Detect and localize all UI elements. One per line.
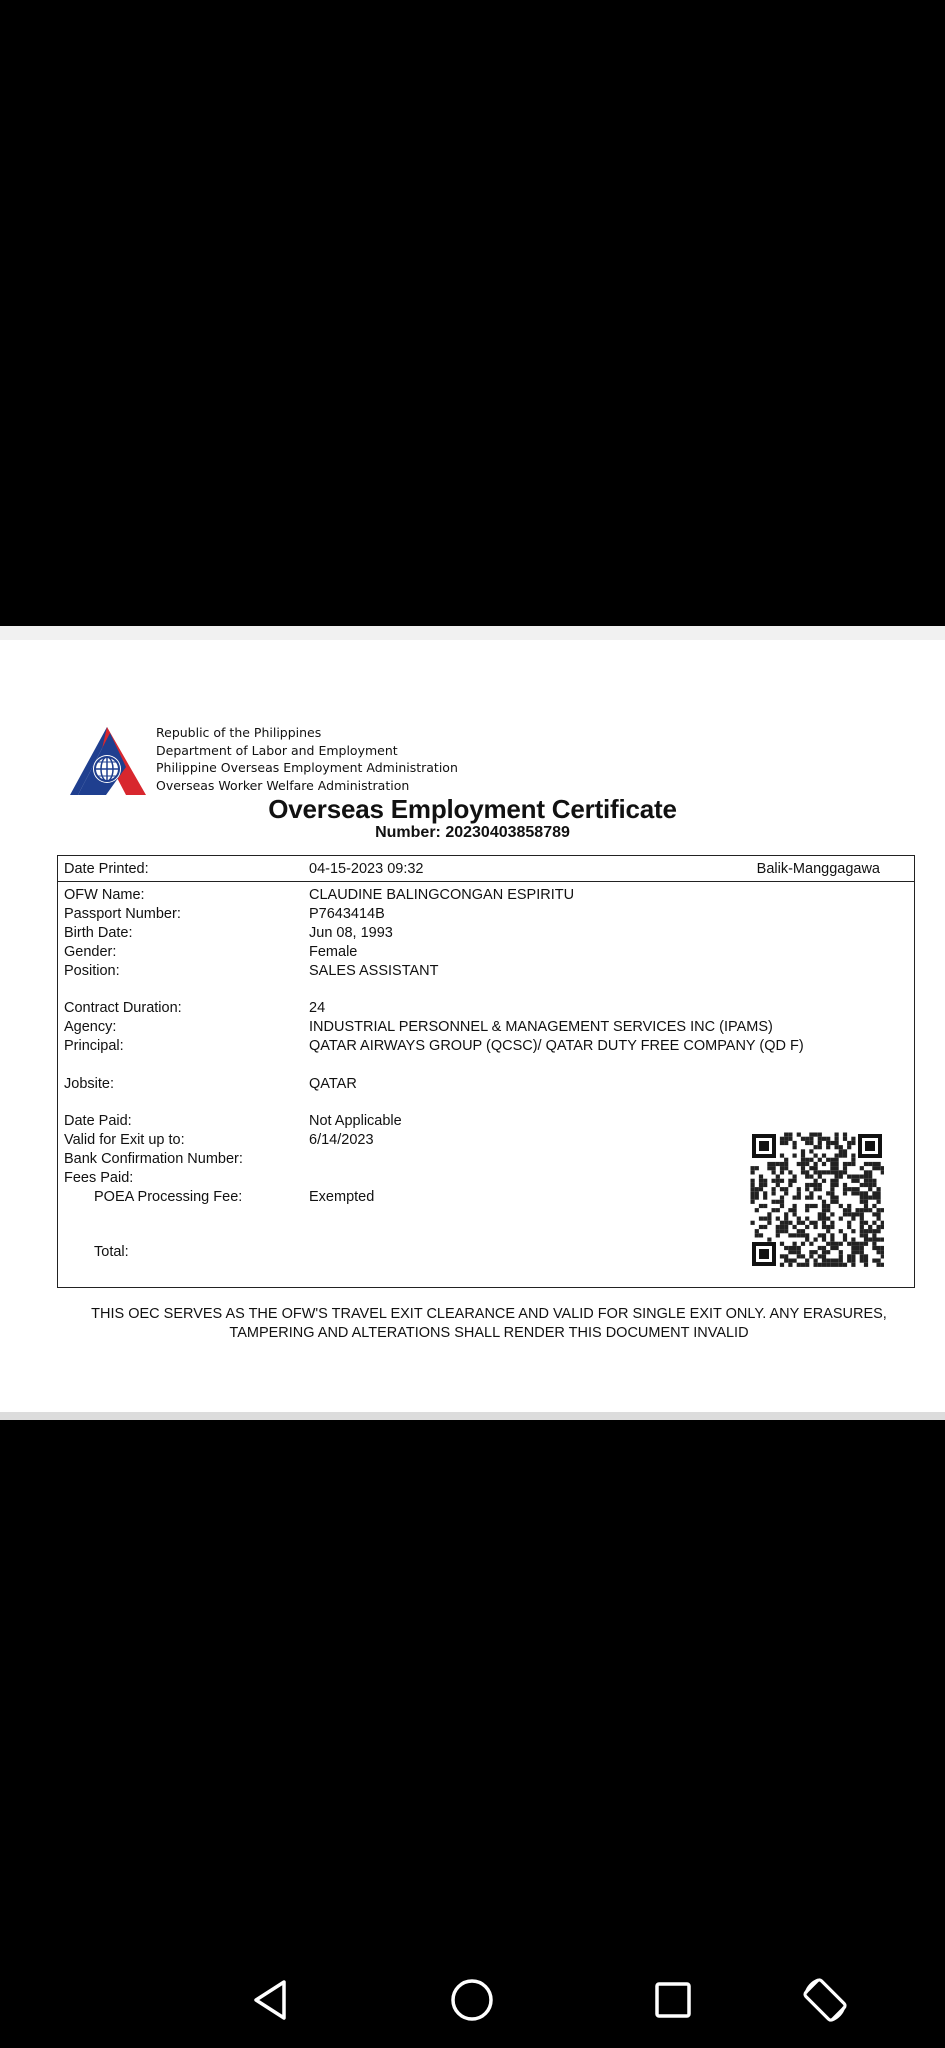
rotate-screen-button[interactable]	[795, 1970, 855, 2030]
qr-code	[750, 1132, 884, 1268]
valid-for-exit-label: Valid for Exit up to:	[64, 1132, 185, 1148]
date-paid-label: Date Paid:	[64, 1113, 132, 1129]
document-image	[0, 626, 945, 1420]
position-value: SALES ASSISTANT	[309, 963, 439, 979]
poea-fee-value: Exempted	[309, 1189, 375, 1205]
agency-header	[156, 724, 458, 794]
birth-date-label: Birth Date:	[64, 925, 133, 941]
dole-poea-logo	[66, 725, 148, 797]
gender-value: Female	[309, 944, 358, 960]
certificate-number: Number: 20230403858789	[375, 824, 570, 841]
contract-duration-value: 24	[309, 1000, 326, 1016]
contract-duration-label: Contract Duration:	[64, 1000, 182, 1016]
ofw-name-value: CLAUDINE BALINGCONGAN ESPIRITU	[309, 887, 575, 903]
header-line: Republic of the Philippines	[156, 725, 322, 740]
header-line: Department of Labor and Employment	[156, 742, 398, 758]
ofw-name-label: OFW Name:	[64, 887, 145, 903]
date-paid-value: Not Applicable	[309, 1113, 402, 1129]
principal-value: QATAR AIRWAYS GROUP (QCSC)/ QATAR DUTY FREE COMPANY (QD F)	[309, 1038, 804, 1054]
total-label: Total:	[94, 1244, 129, 1260]
certificate-details-box	[57, 855, 915, 1288]
back-triangle-icon	[250, 1978, 290, 2022]
validity-notice: THIS OEC SERVES AS THE OFW'S TRAVEL EXIT CLEARANCE AND VALID FOR SINGLE EXIT ONLY. ANY ERASURES, TAMPERING AND ALTERATIONS SHALL RENDER THIS DOCUMENT INVALID	[91, 1306, 887, 1341]
poea-fee-label: POEA Processing Fee:	[94, 1189, 243, 1205]
date-printed-row	[58, 856, 914, 882]
header-line: Overseas Worker Welfare Administration	[156, 777, 410, 793]
date-printed-value: 04-15-2023 09:32	[309, 861, 424, 877]
fees-paid-label: Fees Paid:	[64, 1170, 134, 1186]
passport-value: P7643414B	[309, 906, 385, 922]
home-circle-icon	[449, 1977, 495, 2023]
back-button[interactable]	[240, 1970, 300, 2030]
agency-label: Agency:	[64, 1019, 117, 1035]
position-label: Position:	[64, 963, 120, 979]
birth-date-value: Jun 08, 1993	[309, 925, 393, 941]
principal-label: Principal:	[64, 1038, 124, 1054]
certificate-title: Overseas Employment Certificate	[268, 794, 677, 824]
rotate-screen-icon	[798, 1973, 852, 2027]
recents-square-icon	[653, 1980, 693, 2020]
recents-button[interactable]	[643, 1970, 703, 2030]
android-navigation-bar	[0, 1940, 945, 2048]
bank-confirmation-label: Bank Confirmation Number:	[64, 1151, 243, 1167]
header-line: Philippine Overseas Employment Administration	[156, 760, 458, 775]
valid-for-exit-value: 6/14/2023	[309, 1132, 374, 1148]
jobsite-label: Jobsite:	[64, 1076, 114, 1092]
home-button[interactable]	[442, 1970, 502, 2030]
passport-label: Passport Number:	[64, 906, 181, 922]
gender-label: Gender:	[64, 944, 117, 960]
category-value: Balik-Manggagawa	[756, 861, 880, 877]
date-printed-label: Date Printed:	[64, 861, 149, 877]
jobsite-value: QATAR	[309, 1076, 357, 1092]
agency-value: INDUSTRIAL PERSONNEL & MANAGEMENT SERVICES INC (IPAMS)	[309, 1019, 773, 1035]
